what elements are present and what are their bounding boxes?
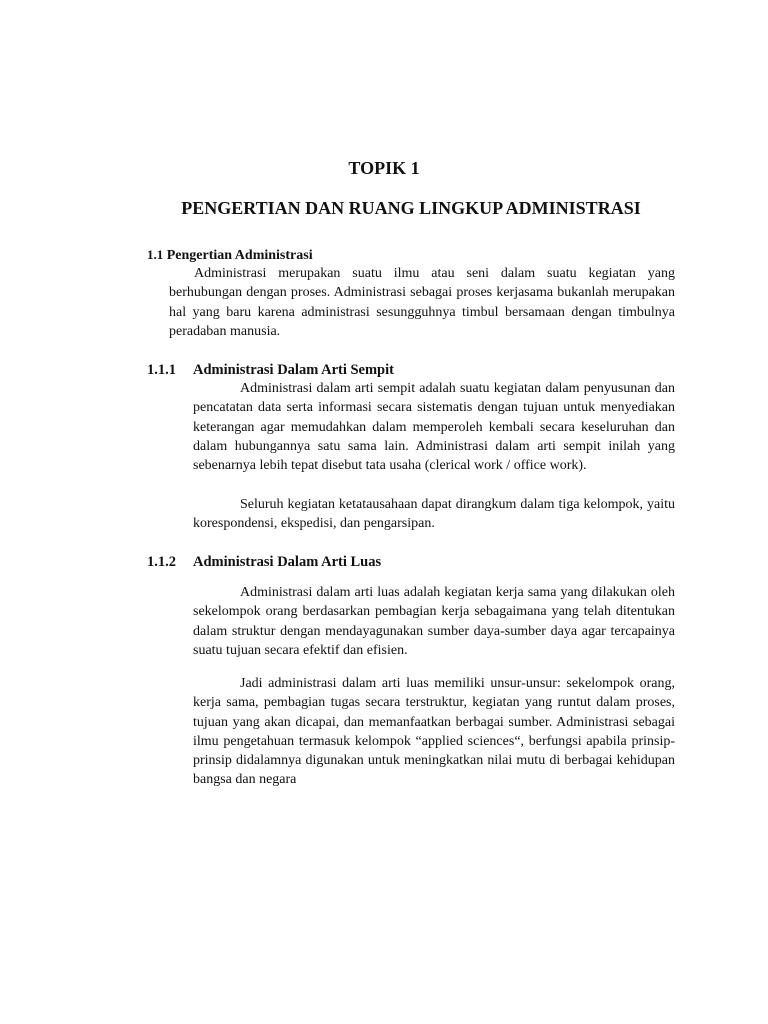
paragraph-ketatausahaan: Seluruh kegiatan ketatausahaan dapat dirangkum dalam tiga kelompok, yaitu korespondensi, ekspedisi, dan pengarsipan. [193,497,675,532]
section-number: 1.1.1 [147,362,176,378]
section-heading-1-1-2 [147,553,381,571]
section-heading-text: Pengertian Administrasi [166,248,313,263]
section-heading-1-1-1 [147,361,394,379]
chapter-title: PENGERTIAN DAN RUANG LINGKUP ADMINISTRASI [181,198,641,218]
paragraph-arti-luas: Administrasi dalam arti luas adalah kegiatan kerja sama yang dilakukan oleh sekelompok orang berdasarkan pembagian kerja sebagaimana yang telah ditentukan dalam struktur dengan mendayagunakan sumber daya-sumber daya agar tercapainya suatu tujuan secara efektif dan efisien. [193,585,675,658]
paragraph-arti-sempit: Administrasi dalam arti sempit adalah suatu kegiatan dalam penyusunan dan pencatatan data serta informasi secara sistematis dengan tujuan untuk menyediakan keterangan agar memudahkan dalam memperoleh kembali secara keseluruhan dan dalam hubungannya satu sama lain. Administrasi dalam arti sempit inilah yang sebenarnya lebih tepat disebut tata usaha (clerical work / office work). [193,381,675,474]
paragraph-unsur-unsur: Jadi administrasi dalam arti luas memiliki unsur-unsur: sekelompok orang, kerja sama, pembagian tugas secara terstruktur, kegiatan yang runtut dalam proses, tujuan yang akan dicapai, dan memanfaatkan berbagai sumber. Administrasi sebagai ilmu pengetahuan termasuk kelompok “applied sciences“, berfungsi apabila prinsip-prinsip didalamnya digunakan untuk meningkatkan nilai mutu di berbagai kehidupan bangsa dan negara [193,676,675,788]
section-number: 1.1 [147,247,164,262]
topic-title: TOPIK 1 [348,158,420,178]
section-heading-text: Administrasi Dalam Arti Sempit [193,362,394,378]
section-number: 1.1.2 [147,554,176,570]
section-heading-text: Administrasi Dalam Arti Luas [193,554,382,570]
section-heading-1-1 [147,246,313,265]
paragraph-pengertian: Administrasi merupakan suatu ilmu atau seni dalam suatu kegiatan yang berhubungan dengan proses. Administrasi sebagai proses kerjasama bukanlah merupakan hal yang baru karena administrasi sesungguhnya timbul bersamaan dengan timbulnya peradaban manusia. [169,266,675,339]
